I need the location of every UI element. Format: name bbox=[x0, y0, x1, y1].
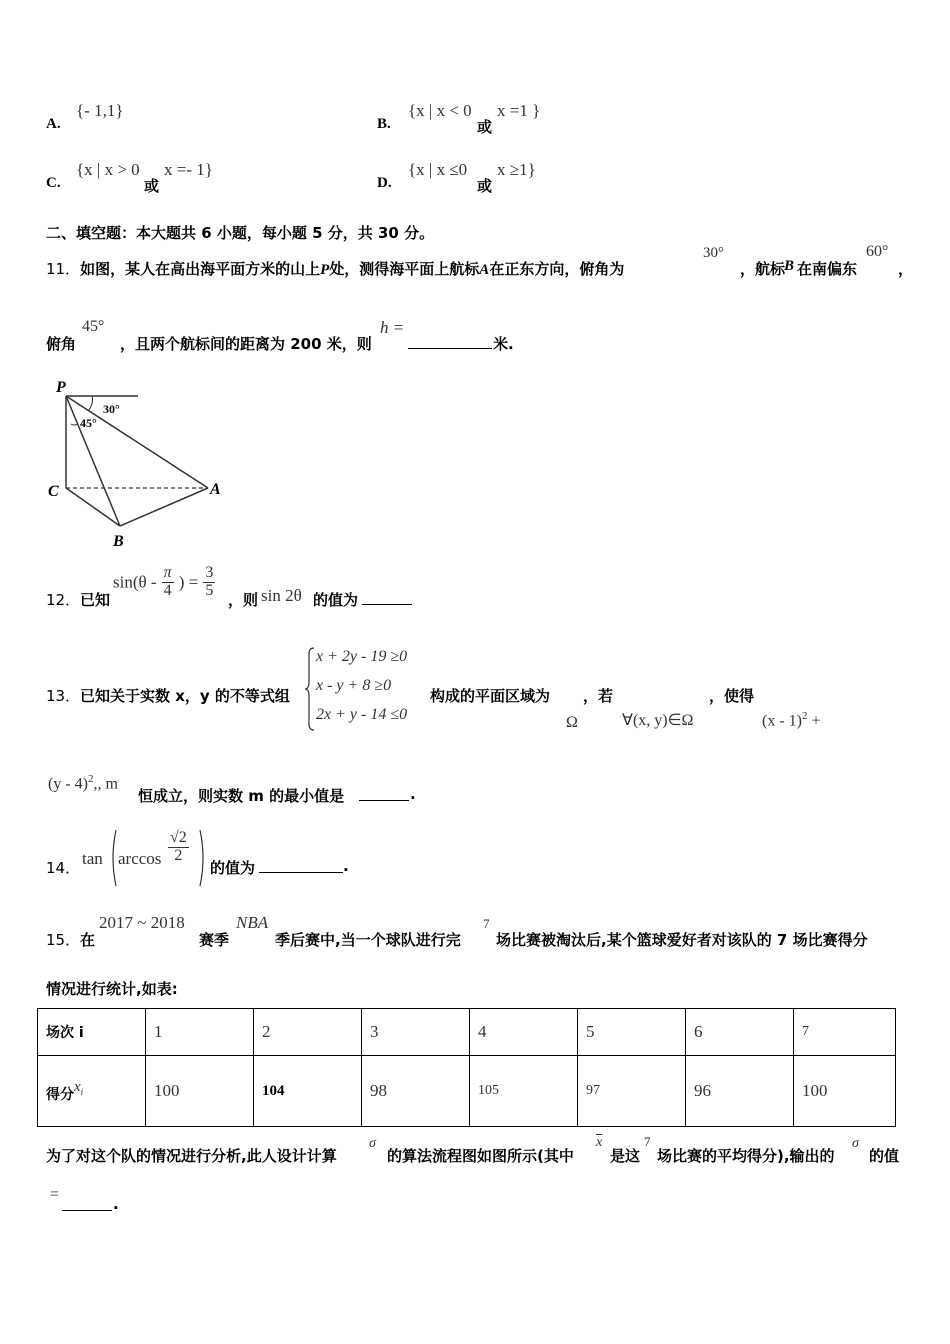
q14-two: 2 bbox=[174, 846, 183, 864]
label-p: P bbox=[56, 379, 66, 396]
q13-period: . bbox=[410, 785, 416, 803]
q15-text3: 季后赛中,当一个球队进行完 bbox=[275, 931, 461, 949]
q14-text1: 的值为 bbox=[210, 859, 256, 877]
option-c-label: C. bbox=[46, 175, 61, 191]
table-cell: 100 bbox=[794, 1056, 896, 1127]
q15-answer-blank[interactable] bbox=[62, 1196, 112, 1211]
q11-h: h = bbox=[380, 318, 405, 337]
q15-text8: 是这 bbox=[610, 1147, 641, 1165]
label-c: C bbox=[48, 483, 59, 500]
label-a: A bbox=[210, 481, 221, 498]
table-cell: 96 bbox=[686, 1056, 794, 1127]
table-row bbox=[38, 1056, 896, 1127]
q14-left-paren bbox=[108, 828, 118, 888]
q13-plus: + bbox=[811, 712, 821, 730]
q14-tan: tan bbox=[82, 849, 103, 868]
q13-text4: ，使得 bbox=[709, 687, 755, 705]
q12-sin2theta: sin 2θ bbox=[261, 586, 302, 605]
table-cell: 100 bbox=[146, 1056, 254, 1127]
q11-text6: ， bbox=[898, 260, 914, 278]
q12-pi-over-4 bbox=[162, 565, 174, 600]
q13-answer-blank[interactable] bbox=[359, 786, 409, 801]
q12-text3: 的值为 bbox=[313, 591, 359, 609]
angle-arc-30 bbox=[89, 396, 93, 410]
question-11-line1 bbox=[46, 258, 624, 279]
q13-text5: 恒成立，则实数 m 的最小值是 bbox=[138, 787, 345, 805]
table-cell: 7 bbox=[794, 1009, 896, 1056]
q13-le-m: ,, m bbox=[93, 775, 118, 793]
q11-angle45: 45° bbox=[82, 318, 105, 335]
q12-number: 12． bbox=[46, 591, 81, 609]
q12-sin: sin(θ - bbox=[113, 572, 157, 592]
option-d-expr2: x ≥1} bbox=[497, 160, 536, 179]
q11-text9: 米. bbox=[493, 335, 514, 353]
table-cell: 4 bbox=[470, 1009, 578, 1056]
table-cell: 2 bbox=[254, 1009, 362, 1056]
q13-expr1-sq: 2 bbox=[801, 710, 808, 722]
q14-sqrt2: √2 bbox=[170, 829, 187, 846]
q11-answer-blank[interactable] bbox=[408, 334, 492, 349]
q15-years: 2017 ~ 2018 bbox=[99, 913, 185, 932]
option-c-expr2: x =- 1} bbox=[164, 160, 213, 179]
q12-answer-blank[interactable] bbox=[362, 590, 412, 605]
q15-seven: 7 bbox=[483, 916, 490, 931]
q13-expr2 bbox=[48, 773, 118, 793]
q13-expr1-base: (x - 1) bbox=[762, 712, 802, 730]
q11-angle30: 30° bbox=[703, 245, 724, 261]
q12-three: 3 bbox=[205, 564, 214, 581]
label-b: B bbox=[113, 533, 124, 550]
table-cell: 97 bbox=[578, 1056, 686, 1127]
table-header-game: 场次 i bbox=[38, 1009, 146, 1056]
table-row bbox=[38, 1009, 896, 1056]
q12-text2: ，则 bbox=[228, 591, 259, 609]
option-b-expr2: x =1 } bbox=[497, 101, 541, 120]
section-heading: 二、填空题：本大题共 6 小题，每小题 5 分，共 30 分。 bbox=[46, 224, 435, 242]
option-b-expr1: {x | x < 0 bbox=[408, 101, 472, 120]
table-cell: 3 bbox=[362, 1009, 470, 1056]
q15-end: . bbox=[113, 1195, 119, 1213]
q12-five: 5 bbox=[205, 581, 214, 599]
table-cell: 6 bbox=[686, 1009, 794, 1056]
q13-inequality1: x + 2y - 19 ≥0 bbox=[316, 648, 408, 665]
system-brace bbox=[304, 646, 316, 732]
q15-text5: 情况进行统计,如表: bbox=[46, 980, 178, 998]
q14-answer-blank[interactable] bbox=[259, 858, 343, 873]
option-c-expr1: {x | x > 0 bbox=[76, 160, 140, 179]
q12-three-fifths bbox=[203, 565, 215, 600]
q13-forall: ∀(x, y)∈Ω bbox=[622, 712, 694, 729]
q13-expr2-base: (y - 4) bbox=[48, 775, 88, 793]
q11-text2: 处，测得海平面上航标 bbox=[329, 260, 480, 278]
q13-text2: 构成的平面区域为 bbox=[430, 687, 551, 705]
score-label: 得分 bbox=[46, 1086, 74, 1103]
q13-expr1 bbox=[762, 710, 821, 730]
q15-number: 15． bbox=[46, 931, 81, 949]
q12-equation bbox=[113, 565, 215, 600]
q14-number: 14． bbox=[46, 859, 81, 877]
q15-text4: 场比赛被淘汰后,某个篮球爱好者对该队的 7 场比赛得分 bbox=[496, 931, 868, 949]
table-cell: 104 bbox=[254, 1056, 362, 1127]
q15-xbar: $\overline{x}$ bbox=[596, 1135, 603, 1150]
q15-text7: 的算法流程图如图所示(其中 bbox=[387, 1147, 574, 1165]
option-c-or: 或 bbox=[144, 177, 160, 195]
q12-four: 4 bbox=[163, 581, 172, 599]
xi-var: x bbox=[74, 1078, 81, 1095]
q11-text4: ，航标 bbox=[740, 260, 786, 278]
option-a-expr: {- 1,1} bbox=[76, 101, 124, 120]
q13-text3: ，若 bbox=[583, 687, 614, 705]
xi-subscript: i bbox=[80, 1086, 84, 1097]
q15-sigma: σ bbox=[369, 1136, 376, 1151]
table-cell: 98 bbox=[362, 1056, 470, 1127]
segment-pa bbox=[66, 396, 208, 488]
q14-fraction bbox=[168, 830, 189, 865]
option-b-label: B. bbox=[377, 116, 391, 132]
q15-seven2: 7 bbox=[644, 1134, 651, 1149]
option-d-label: D. bbox=[377, 175, 392, 191]
table-cell: 5 bbox=[578, 1009, 686, 1056]
option-b-or: 或 bbox=[477, 118, 493, 136]
q14-right-paren bbox=[198, 828, 208, 888]
q15-text1: 在 bbox=[80, 931, 96, 949]
q13-expr2-sq: 2 bbox=[87, 773, 94, 785]
q11-text5: 在南偏东 bbox=[797, 260, 858, 278]
q15-text9: 场比赛的平均得分),输出的 bbox=[657, 1147, 835, 1165]
q11-text3: 在正东方向，俯角为 bbox=[489, 260, 625, 278]
q12-eq: ) = bbox=[178, 572, 199, 592]
q13-number: 13． bbox=[46, 687, 81, 705]
q11-p: P bbox=[320, 262, 330, 278]
option-a-label: A. bbox=[46, 116, 61, 132]
label-45deg: 45° bbox=[80, 416, 97, 430]
q15-eq: = bbox=[50, 1186, 60, 1203]
q14-period: . bbox=[343, 857, 349, 875]
q11-number: 11． bbox=[46, 260, 81, 278]
angle-arc-45 bbox=[71, 424, 78, 425]
q15-nba: NBA bbox=[236, 913, 269, 932]
q11-a: A bbox=[479, 262, 490, 278]
q13-text1: 已知关于实数 x，y 的不等式组 bbox=[80, 687, 290, 705]
q11-angle60: 60° bbox=[866, 243, 889, 260]
score-table bbox=[37, 1008, 896, 1127]
option-d-expr1: {x | x ≤0 bbox=[408, 160, 468, 179]
q15-text6: 为了对这个队的情况进行分析,此人设计计算 bbox=[46, 1147, 337, 1165]
q11-text8: ，且两个航标间的距离为 200 米，则 bbox=[120, 335, 372, 353]
table-cell: 105 bbox=[470, 1056, 578, 1127]
geometry-figure bbox=[40, 372, 240, 552]
table-cell: 1 bbox=[146, 1009, 254, 1056]
q13-omega: Ω bbox=[566, 714, 578, 731]
q14-arccos: arccos bbox=[118, 849, 162, 868]
segment-ba bbox=[120, 488, 208, 526]
q13-inequality2: x - y + 8 ≥0 bbox=[316, 677, 392, 694]
q15-sigma2: σ bbox=[852, 1136, 859, 1151]
table-header-score bbox=[38, 1056, 146, 1127]
q11-text7: 俯角 bbox=[46, 335, 77, 353]
q11-b: B bbox=[784, 258, 795, 274]
q15-text10: 的值 bbox=[869, 1147, 900, 1165]
label-30deg: 30° bbox=[103, 402, 120, 416]
q12-pi: π bbox=[163, 564, 172, 581]
option-d-or: 或 bbox=[477, 177, 493, 195]
q15-text2: 赛季 bbox=[199, 931, 230, 949]
q12-text1: 已知 bbox=[80, 591, 111, 609]
q11-text1: 如图，某人在高出海平面方米的山上 bbox=[80, 260, 321, 278]
q13-inequality3: 2x + y - 14 ≤0 bbox=[316, 706, 408, 723]
